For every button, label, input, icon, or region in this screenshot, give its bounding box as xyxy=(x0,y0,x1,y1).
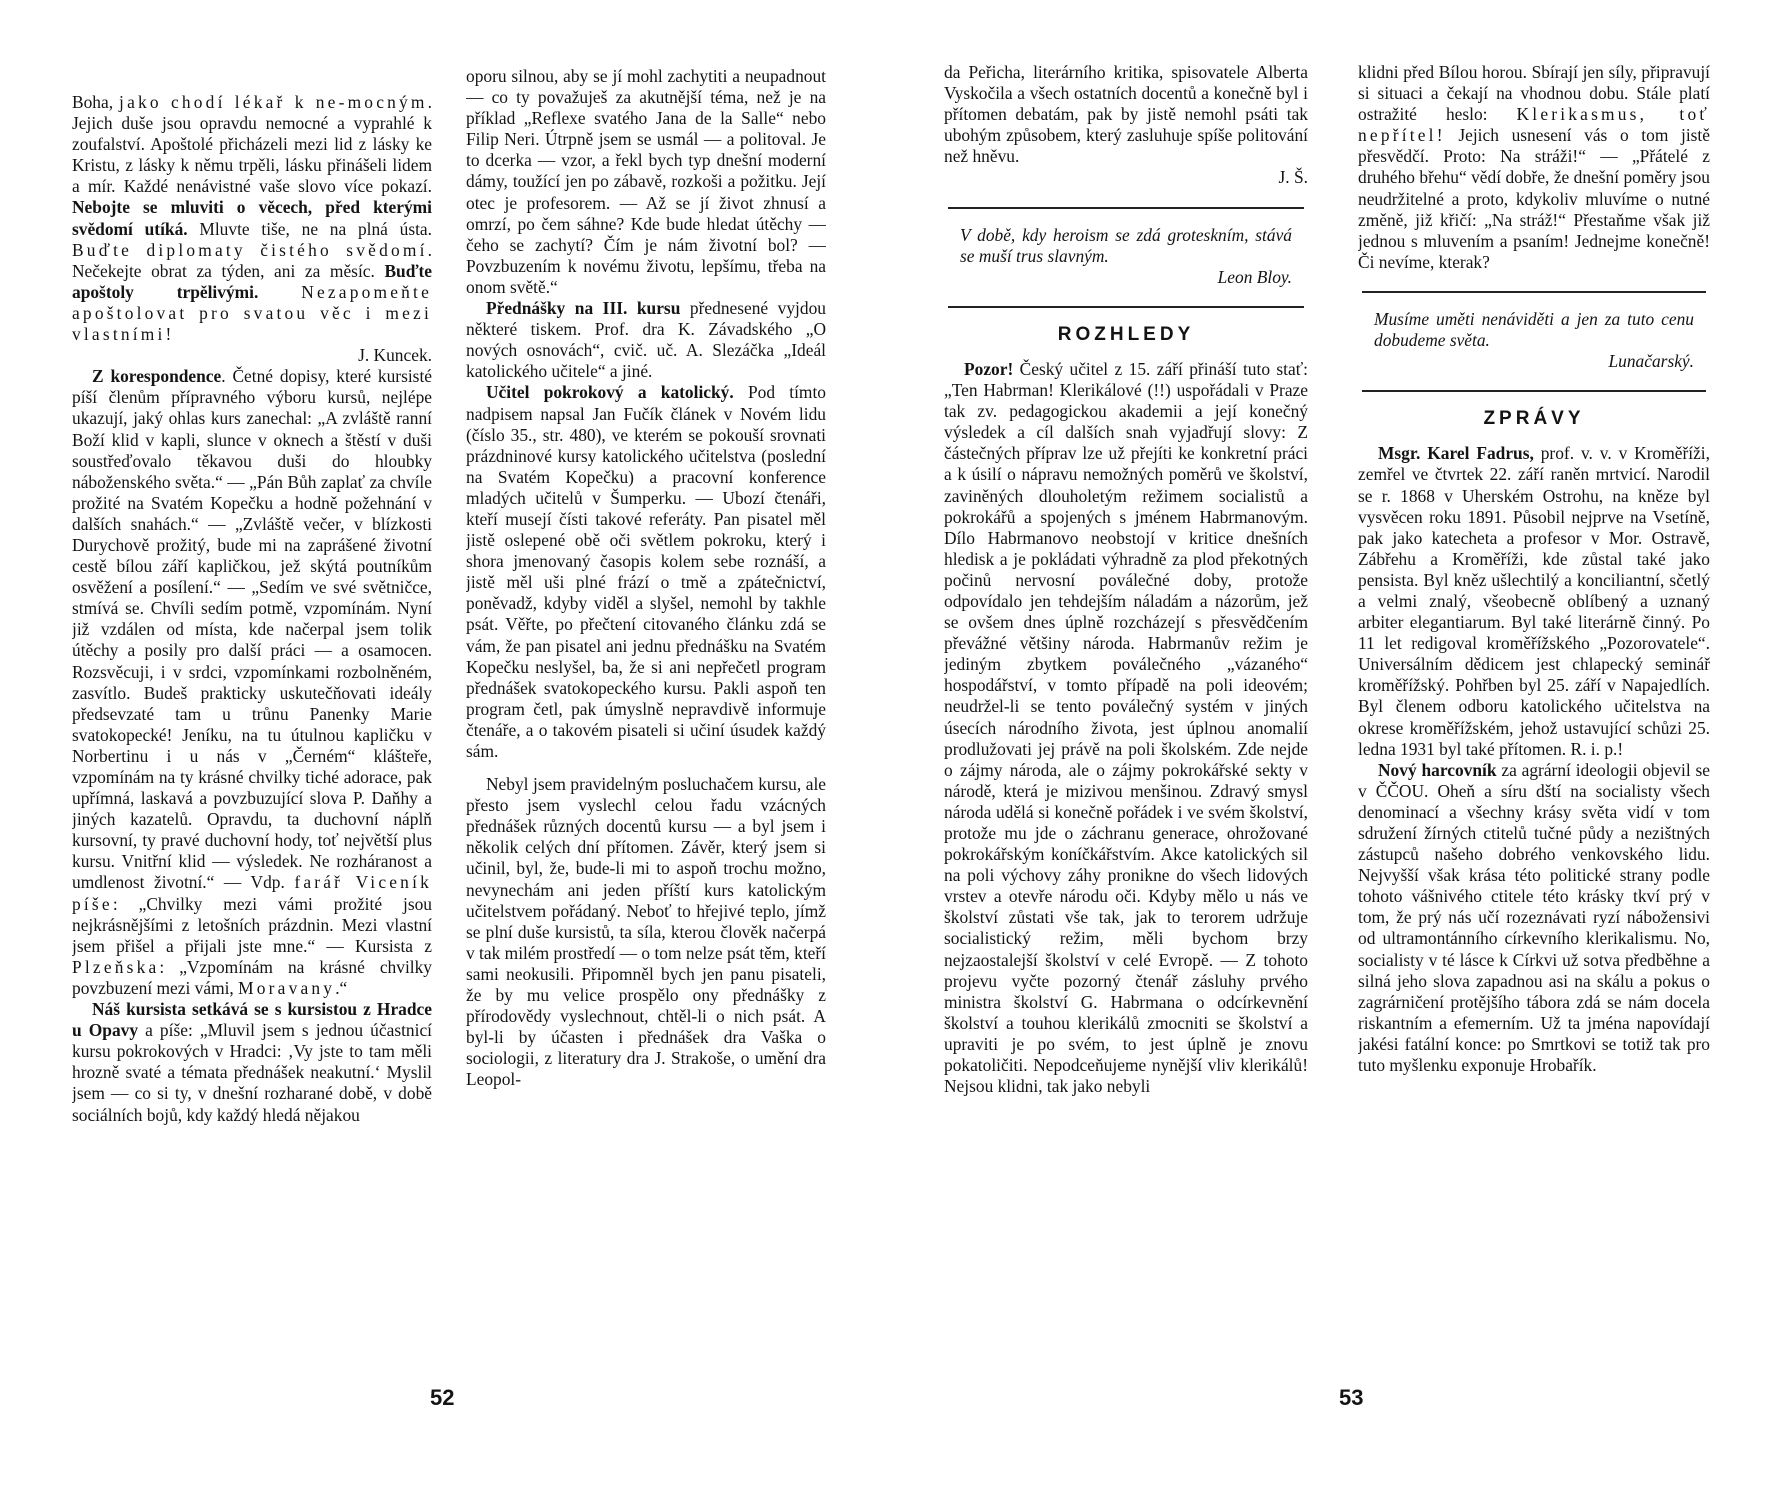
text-run: : „Chvilky mezi vámi prožité jsou nejkrásnějšími z letošních prázdnin. Mezi vlastní jsem přišel a přijali jste mne.“ — Kursista z xyxy=(72,893,432,956)
paragraph xyxy=(1358,62,1710,273)
epigraph-text: Musíme uměti nenáviděti a jen za tuto cenu dobudeme světa. xyxy=(1374,308,1694,351)
paragraph xyxy=(1358,443,1710,759)
text-run: za agrární ideologii objevil se v ČČOU. Oheň a síru dští na socialisty všech denominací a všechny krásy světa vidí v tom sdružení žírných ctitelů tučné půdy a nezištných zástupců našeho dobrého venkovského lidu. Nejvyšší však krása této politické strany podle tohoto vášnivého ctitele této krásky tkví prý v tom, že prý nás učí rozeznávati ryzí nábožensivi od ultramontánního církevního klerikalismu. No, socialisty v té lásce k Církvi už sotva předběhne a silná jeho slova zapadnou asi na skálu a pokus o zagrárničení protějšího tábora zdá se nám docela riskantním a efemerním. Už ta jména napovídají jakési fatální konce: po Smrtkovi se totiž tak pro tuto myšlenku exponuje Hrobařík. xyxy=(1358,759,1710,1076)
text-run: Nezapomeňte apoštolovat pro svatou věc i mezi vlastními! xyxy=(72,281,432,345)
epigraph-author: Lunačarský. xyxy=(1608,351,1694,372)
divider xyxy=(1362,390,1706,392)
text-run: oporu silnou, aby se jí mohl zachytiti a neupadnout — co ty považuješ za akutnější téma, než je na příklad „Reflexe svatého Jana de la Salle“ nebo Filip Neri. Útrpně jsem se usmál — a politoval. Je to dcerka — vzor, a řekl bych typ dnešní moderní dámy, toužící jen po zábavě, rozkoši a požitku. Její otec je profesorem. — Až se jí život zhnusí a omrzí, po čem sáhne? Kde bude hledat útěchy — čeho se zachytí? Čím je nám životní bol? — Povzbuzením k novému životu, lepšímu, třeba na onom světě.“ xyxy=(466,66,826,297)
paragraph xyxy=(72,999,432,1126)
section-heading-zpravy: ZPRÁVY xyxy=(1483,408,1585,430)
column-4 xyxy=(1358,62,1710,1076)
text-run: Pod tímto nadpisem napsal Jan Fučík článek v Novém lidu (číslo 35., str. 480), ve kterém se pokouší srovnati prázdninové kursy katolického učitelstva (poslední na Svatém Kopečku) a pracovní konference mladých učitelů v Šumperku. — Ubozí čtenáři, kteří musejí čísti takové referáty. Pan pisatel měl jistě oslepené obě oči světlem pokroku, který i shora jmenovaný časopis kolem sebe roznáší, a jistě měl uši plné frází o tmě a zpátečnictví, poněvadž, kdyby viděl a slyšel, nemohl by takhle psát. Věřte, po přečtení citovaného článku zdá se vám, že pan pisatel ani jednu přednášku na Svatém Kopečku neslyšel, ba, že si ani nepřečetl program přednášek svatokopeckého kursu. Pakli aspoň ten program četl, pak úmyslně nepravdivě informuje čtenáře, a o takovém pisateli si učiní úsudek každý sám. xyxy=(466,382,826,761)
column-3 xyxy=(944,62,1308,1097)
text-run: Moravany xyxy=(238,977,336,998)
bold-lead: Nový harcovník xyxy=(1378,759,1497,780)
paragraph xyxy=(944,359,1308,1097)
bold-lead: Buďte apoštoly trpělivými. xyxy=(72,260,432,302)
section-body xyxy=(944,359,1308,1097)
bold-lead: Náš kursista setkává se s kursistou z Hradce u Opavy xyxy=(72,999,432,1041)
text-run: . Jejich duše jsou opravdu nemocné a vyprahlé k zoufalství. Apoštolé přicházeli mezi lid z lásky ke Kristu, z lásky k němu trpěli, lásku přinášeli lidem a mír. Každé nenávistné vaše slovo více pokazí. xyxy=(72,92,432,197)
paragraph: da Peřicha, literárního kritika, spisovatele Alberta Vyskočila a všech ostatních docentů a konečně byl i přítomen debatám, pak by jistě nemohl psáti tak ubohým způsobem, který zasluhuje spíše politování než hněvu. xyxy=(944,62,1308,167)
text-run: a píše: „Mluvil jsem s jednou účastnicí kursu pokrokových v Hradci: ‚Vy jste to tam měli hrozně svaté a témata přednášek neakutní.‘ Myslil jsem — co si ty, v dnešní rozharané době, v době sociálních bojů, kdy každý hledá nějakou xyxy=(72,1020,432,1125)
text-run: . Četné dopisy, které kursisté píší členům přípravného výboru kursů, nejlépe ukazují, jaký ohlas kurs zanechal: „A zvláště ranní Boží klid v kapli, slunce v oknech a štěstí v duši soustřeďovalo těkavou duši do hloubky náboženského světa.“ — „Pán Bůh zaplať za chvíle prožité na Svatém Kopečku a hodně požehnání v dalších snahách.“ — „Zvláště večer, v blízkosti Durychově prožitý, bude mi na zaprášené životní cestě bílou září kapličkou, jež skýtá poutníkům osvěžení a posílení.“ — „Sedím ve své světničce, stmívá se. Chvíli sedím potmě, vzpomínám. Nyní již vzdálen od místa, kde načerpal jsem tolik útěchy a posily pro další práci — a osamocen. Rozsvěcuji, i v srdci, vzpomínkami rozbolněném, zasvítlo. Budeš prakticky uskutečňovati ideály předsevzaté tam u trůnu Panenky Marie svatokopecké! Jeníku, na tu útulnou kapličku v Norbertinu i u nás v „Černém“ klášteře, vzpomínám na ty krásné chvilky tiché adorace, pak upřímná, laskavá a povzbuzující slova P. Daňhy a jiných kazatelů. Opravdu, ta duchovní náplň kursovní, ty pravé duchovní hody, toť největší plus kursu. Vnitřní klid — výsledek. Ne rozháranost a umdlenost životní.“ — Vdp. xyxy=(72,366,432,893)
paragraph xyxy=(72,366,432,999)
bold-lead: Učitel pokrokový a katolický. xyxy=(486,382,734,403)
text-run: farář Viceník píše xyxy=(72,872,432,914)
text-run: Plzeňska xyxy=(72,956,160,977)
paragraph xyxy=(466,66,826,298)
section-heading-rozhledy: ROZHLEDY xyxy=(1057,323,1195,345)
text-run: .“ xyxy=(335,977,348,998)
paragraph xyxy=(466,382,826,762)
text-run xyxy=(258,282,301,302)
text-run: J. Kuncek. xyxy=(358,345,432,366)
epigraph xyxy=(1358,309,1710,372)
paragraph xyxy=(1358,760,1710,1076)
text-run: : „Vzpomínám na krásné chvilky povzbuzení mezi vámi, xyxy=(72,956,432,998)
section-body xyxy=(1358,62,1710,273)
divider xyxy=(948,306,1304,308)
text-run: Nebyl jsem pravidelným posluchačem kursu, ale přesto jsem vyslechl celou řadu vzácných přednášek různých docentů kursu — a byl jsem i několik celých dní přítomen. Závěr, který jsem si učinil, byl, že, bude-li mi to aspoň trochu možno, nevynechám ani jeden příští kurs katolickým učitelstvem pořádaný. Neboť to hřejivé teplo, jímž se plní duše kursistů, ta síla, kterou člověk načerpá v tak milém prostředí — o tom nelze psát těm, kteří sami neokusili. Připomněl bych jen panu pisateli, že by mu velice prospělo ony přednášky z přírodovědy vyslechnout, chtěl-li o nich psát. A byl-li by účasten i přednášek dra Vaška o sociologii, z literatury dra J. Strakoše, o umění dra Leopol- xyxy=(466,774,826,1090)
page-53 xyxy=(889,0,1778,1500)
bold-lead: Msgr. Karel Fadrus, xyxy=(1378,443,1534,464)
column-2 xyxy=(466,66,826,1091)
signature xyxy=(72,345,432,366)
page-number: 53 xyxy=(1339,1385,1364,1410)
bold-lead: Přednášky na III. kursu xyxy=(486,298,681,319)
text-run: Klerikasmus, toť nepřítel! xyxy=(1358,104,1710,146)
epigraph xyxy=(944,225,1308,288)
text-run: Český učitel z 15. září přináší tuto stať: „Ten Habrman! Klerikálové (!!) uspořádali v Praze tak zv. pedagogickou akademii a její konečný výsledek a cíl dalších snah vyjadřují slovy: Z částečných příprav lze už přejíti ke konkretní práci a k úsilí o nápravu nemožných poměrů ve školství, zaviněných dlouholetým režimem socialistů a pokrokářů a spojených s jménem Habrmanovým. Dílo Habrmanovo neobstojí v kritice dnešních hledisk a je pokládati výhradně za plod překotných počinů nervosní poválečné doby, protože odpovídalo jen tehdejším náladám a názorům, jež se ovšem dnes úplně rozcházejí s přesvědčením převážné většiny národa. Habrmanův režim je jediným zbytkem poválečného „vázaného“ hospodářství, v tomto případě na poli ideovém; neudržel-li se tento poválečný systém v jiných úsecích národního života, jest úplnou anomalií prodlužovati jej právě na poli školském. Zde nejde o zájmy národa, ale o zájmy pokrokářské sekty v národě, která je mizivou menšinou. Zdravý smysl národa udělá si konečně pořádek i ve svém školství, protože mu jde o záchranu generace, ohrožované pokrokářským koníčkářstvím. Akce katolických sil na poli výchovy záhy pronikne do všech lidových vrstev a otevře národu oči. Kdyby mělo u nás ve školství zůstati vše tak, jak to terorem udržuje socialistický režim, měli bychom brzy nejzaostalejší školství v celé Evropě. — Z tohoto projevu vyčte pozorný čtenář zásluhy prvého ministra školství G. Habrmana o odcírkevnění školství a touhou klerikálů zmocniti se školství a upraviti je po svém, to jest úplně je znovu pokatoličiti. Nepodceňujeme nynější vliv klerikálů! Nejsou klidni, tak jako nebyli xyxy=(944,358,1308,1097)
text-run: prof. v. v. v Kroměříži, zemřel ve čtvrtek 22. září raněn mrtvicí. Narodil se r. 1868 v Uherském Ostrohu, na kněze byl vysvěcen roku 1891. Působil nejprve na Vsetíně, pak jako katecheta a profesor v Mor. Ostravě, Zábřehu a Kroměříži, kde zůstal také jako pensista. Byl kněz ušlechtilý a konciliantní, sčetlý a velmi znalý, všeobecně oblíbený a uznaný arbiter elegantiarum. Byl také literárně činný. Po 11 let redigoval kroměřížského „Pozorovatele“. Universálním dědicem jest chlapecký seminář kroměřížský. Pohřben byl 25. září v Napajedlích. Byl členem odboru katolického učitelstva na okrese kroměřížském, jehož ustavující schůzi 25. ledna 1931 byl také přítomen. R. i. p.! xyxy=(1358,443,1710,759)
signature: J. Š. xyxy=(1278,167,1308,188)
divider xyxy=(948,207,1304,209)
paragraph xyxy=(72,92,432,345)
bold-lead: Pozor! xyxy=(964,358,1014,379)
page-number: 52 xyxy=(430,1385,455,1410)
paragraph xyxy=(466,298,826,382)
epigraph-text: V době, kdy heroism se zdá groteskním, stává se muší trus slavným. xyxy=(960,224,1292,266)
section-body xyxy=(1358,443,1710,1076)
bold-lead: Z korespondence xyxy=(92,366,222,387)
text-run: Mluvte tiše, ne na plná ústa. xyxy=(187,218,432,239)
epigraph-author: Leon Bloy. xyxy=(1217,266,1292,287)
text-run: . Nečekejte obrat za týden, ani za měsíc. xyxy=(72,239,432,281)
text-run: Jejich usnesení vás o tom jistě přesvědčí. Proto: Na stráži!“ — „Přátelé z druhého břehu“ vědí dobře, že dnešní poměry jsou neudržitelné a proto, kdykoliv mluvíme o nutné změně, již křičí: „Na stráž!“ Přestaňme však již jednou s mluvením a psaním! Jednejme konečně! Či nevíme, kterak? xyxy=(1358,125,1710,272)
text-run: jako chodí lékař k ne-mocným xyxy=(119,92,428,112)
text-run: klidni před Bílou horou. Sbírají jen síly, připravují si situaci a čekají na vhodnou dobu. Stále platí ostražité heslo: xyxy=(1358,62,1710,125)
text-run: Buďte diplomaty čistého svědomí xyxy=(72,239,428,260)
divider xyxy=(1362,291,1706,293)
paragraph xyxy=(466,774,826,1090)
text-run: přednesené vyjdou některé tiskem. Prof. dra K. Závadského „O nových osnovách“, cvič. uč. A. Slezáčka „Ideál katolického učitele“ a jiné. xyxy=(466,298,826,382)
column-1 xyxy=(72,92,432,1126)
bold-lead: Nebojte se mluviti o věcech, před kterými svědomí utíká. xyxy=(72,197,432,239)
text-run: Boha, xyxy=(72,92,120,112)
